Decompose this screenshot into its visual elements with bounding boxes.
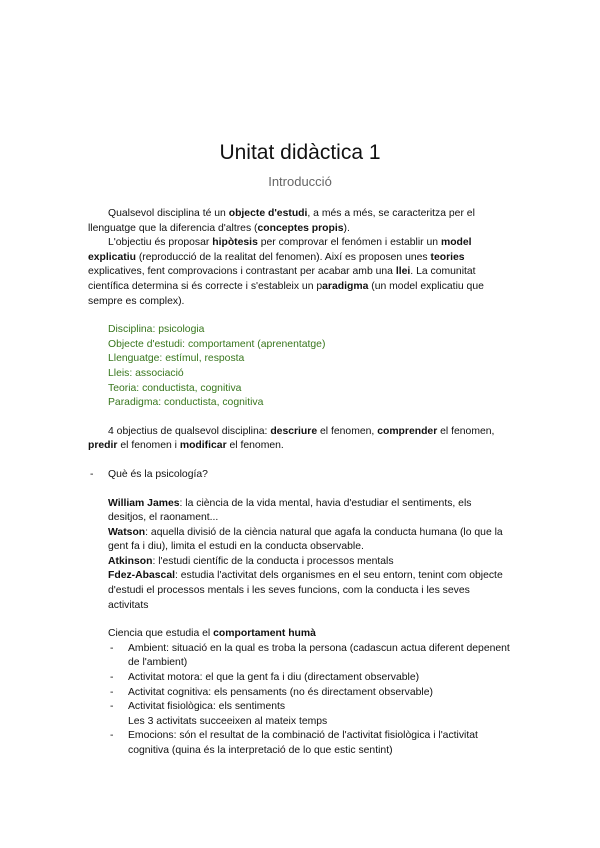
dash-bullet: - [110,686,114,698]
text-run: Ciencia que estudia el [108,628,214,640]
concept-item: Paradigma: conductista, cognitiva [108,397,264,409]
concept-item: Lleis: associació [108,367,184,379]
objectives-paragraph [88,425,512,454]
text-run: el fenomen. [226,440,284,452]
definition-author: Watson [108,526,146,538]
bold-run: model explicatiu [88,237,472,263]
behavior-heading [88,627,512,642]
text-run: Qualsevol disciplina té un [108,208,229,219]
bold-run: comprender [377,425,438,437]
dash-bullet: - [110,672,114,684]
spacer [88,454,512,468]
behavior-item [88,729,512,758]
dash-bullet: - [110,642,114,654]
bold-run: predir [88,440,118,452]
behavior-item [88,671,512,686]
text-run: explicatives, fent comprovacions i contrastant per acabar amb una [88,266,396,278]
concept-list [88,323,512,411]
text-run: el fenomen, [317,425,378,437]
text-run: , a més a més, se caracteritza per el llenguatge que la diferencia d'altres ( [88,208,475,234]
bold-run: teories [430,251,465,263]
intro-paragraph-2 [88,236,512,309]
behavior-item [88,700,512,715]
spacer [88,613,512,627]
dash-bullet: - [110,701,114,713]
bold-run: comportament humà [213,628,316,640]
behavior-item [88,686,512,701]
bold-run: descriure [270,425,318,437]
document-title: Unitat didàctica 1 [219,141,381,164]
concept-item: Teoria: conductista, cognitiva [108,382,242,394]
bold-run: objecte d'estudi [228,208,308,219]
bold-run: hipòtesis [212,237,258,249]
bold-run: llei [395,266,411,278]
intro-paragraph-1 [88,207,512,236]
definition-item [88,526,512,555]
definition-list [88,497,512,614]
question-text: Què és la psicología? [108,468,208,480]
document-body [88,207,512,759]
text-run: . La comunitat científica determina si és correcte i s'estableix un p [88,266,476,292]
question-item [88,468,512,483]
definition-text: : l'estudi científic de la conducta i processos mentals [152,555,394,567]
behavior-text: Activitat fisiològica: els sentiments [128,701,286,713]
dash-bullet: - [90,468,94,480]
text-run: (reproducció de la realitat del fenomen). Així es proposen unes [135,251,431,263]
definition-item [88,497,512,526]
text-run: el fenomen, [437,425,495,437]
spacer [88,411,512,425]
behavior-list [88,642,512,759]
definition-text: : estudia l'activitat dels organismes en el seu entorn, tenint com objecte d'estudi el processos mentals i les seves funcions, com la conducta i les seves activitats [108,570,503,611]
behavior-text: Activitat cognitiva: els pensaments (no és directament observable) [128,686,433,698]
definition-text: : aquella divisió de la ciència natural que agafa la conducta humana (lo que la gent fa i diu), limita el estudi en la conducta observable. [108,526,503,553]
document-subtitle: Introducció [268,174,332,189]
text-run: 4 objectius de qualsevol disciplina: [108,425,271,437]
behavior-text: Emocions: són el resultat de la combinació de l'activitat fisiològica i l'activitat cognitiva (quina és la interpretació de lo que estic sentint) [128,730,478,756]
text-run: L'objectiu és proposar [108,237,213,249]
bold-run: aradigma [322,280,369,292]
text-run: (un model explicatiu que sempre es complex). [88,280,484,307]
definition-item [88,555,512,570]
behavior-note: Les 3 activitats succeeixen al mateix temps [128,715,328,727]
text-run: per comprovar el fenómen i establir un [257,237,441,249]
definition-author: Atkinson [108,555,153,567]
dash-bullet: - [110,730,114,742]
definition-author: Fdez-Abascal [108,570,175,582]
text-run: el fenomen i [117,440,180,452]
definition-text: : la ciència de la vida mental, havia d'estudiar el sentiments, els desitjos, el raonament... [108,497,472,524]
text-run: ). [343,222,350,234]
behavior-text: Ambient: situació en la qual es troba la persona (cadascun actua diferent depenent de l'ambient) [128,642,510,669]
bold-run: modificar [179,440,227,452]
behavior-text: Activitat motora: el que la gent fa i diu (directament observable) [128,672,420,684]
definition-item [88,569,512,613]
spacer [88,309,512,323]
spacer [88,483,512,497]
concept-item: Objecte d'estudi: comportament (aprenentatge) [108,338,326,350]
concept-item: Disciplina: psicologia [108,324,205,336]
definition-author: William James [108,497,180,509]
concept-item: Llenguatge: estímul, resposta [108,353,245,365]
behavior-item [88,642,512,671]
bold-run: conceptes propis [257,222,344,234]
